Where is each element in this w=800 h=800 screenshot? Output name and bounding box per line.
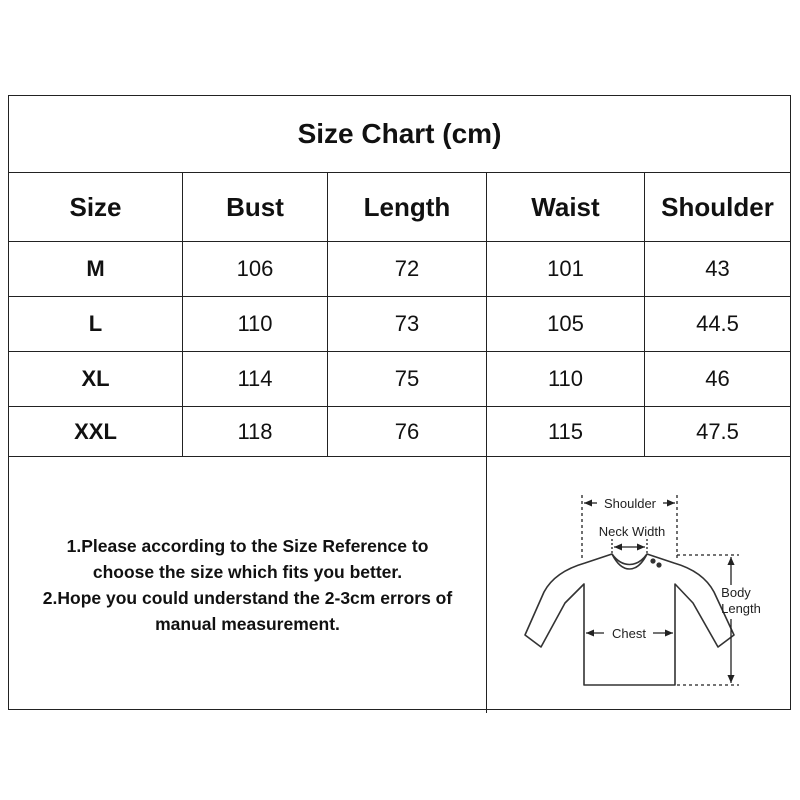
chart-title: Size Chart (cm): [9, 96, 790, 173]
bottom-section: [9, 457, 790, 713]
shoulder-cell: 47.5: [696, 418, 739, 444]
header-waist: Waist: [487, 173, 645, 241]
note-line: choose the size which fits you better.: [92, 562, 403, 582]
header-row: [9, 173, 790, 242]
note-line: 1.Please according to the Size Reference to: [66, 536, 429, 556]
body-length-measure: [677, 555, 739, 685]
chest-label: Chest: [612, 626, 646, 641]
bust-cell: 110: [183, 297, 328, 351]
note-line: 2.Hope you could understand the 2-3cm errors of: [42, 588, 453, 608]
table-row: [9, 352, 790, 407]
size-notes: [9, 457, 487, 713]
table-row: [9, 297, 790, 352]
shoulder-cell: 44.5: [696, 311, 739, 336]
length-cell: 76: [328, 407, 487, 456]
waist-cell: 105: [487, 297, 645, 351]
shoulder-label: Shoulder: [603, 496, 657, 511]
bust-cell: 106: [183, 242, 328, 296]
shoulder-cell: 46: [705, 366, 730, 391]
size-cell: XXL: [9, 407, 183, 456]
sweater-diagram: [487, 457, 790, 711]
length-label: Length: [721, 601, 761, 616]
length-cell: 73: [328, 297, 487, 351]
sweater-icon: [525, 554, 734, 685]
shoulder-cell: 43: [705, 256, 730, 281]
body-label: Body: [721, 585, 751, 600]
waist-cell: 101: [487, 242, 645, 296]
bust-cell: 118: [183, 407, 328, 456]
note-line: manual measurement.: [155, 614, 340, 634]
length-cell: 72: [328, 242, 487, 296]
size-chart: [8, 95, 791, 710]
size-cell: XL: [9, 352, 183, 406]
header-length: Length: [328, 173, 487, 241]
header-bust: Bust: [183, 173, 328, 241]
waist-cell: 110: [487, 352, 645, 406]
table-row: [9, 242, 790, 297]
measurement-diagram: [487, 457, 790, 713]
neck-width-measure: [612, 539, 647, 553]
size-cell: L: [9, 297, 183, 351]
table-row: [9, 407, 790, 457]
size-cell: M: [9, 242, 183, 296]
neck-width-label: Neck Width: [598, 524, 666, 539]
header-shoulder: Shoulder: [661, 191, 774, 222]
bust-cell: 114: [183, 352, 328, 406]
length-cell: 75: [328, 352, 487, 406]
waist-cell: 115: [487, 407, 645, 456]
header-size: Size: [9, 173, 183, 241]
